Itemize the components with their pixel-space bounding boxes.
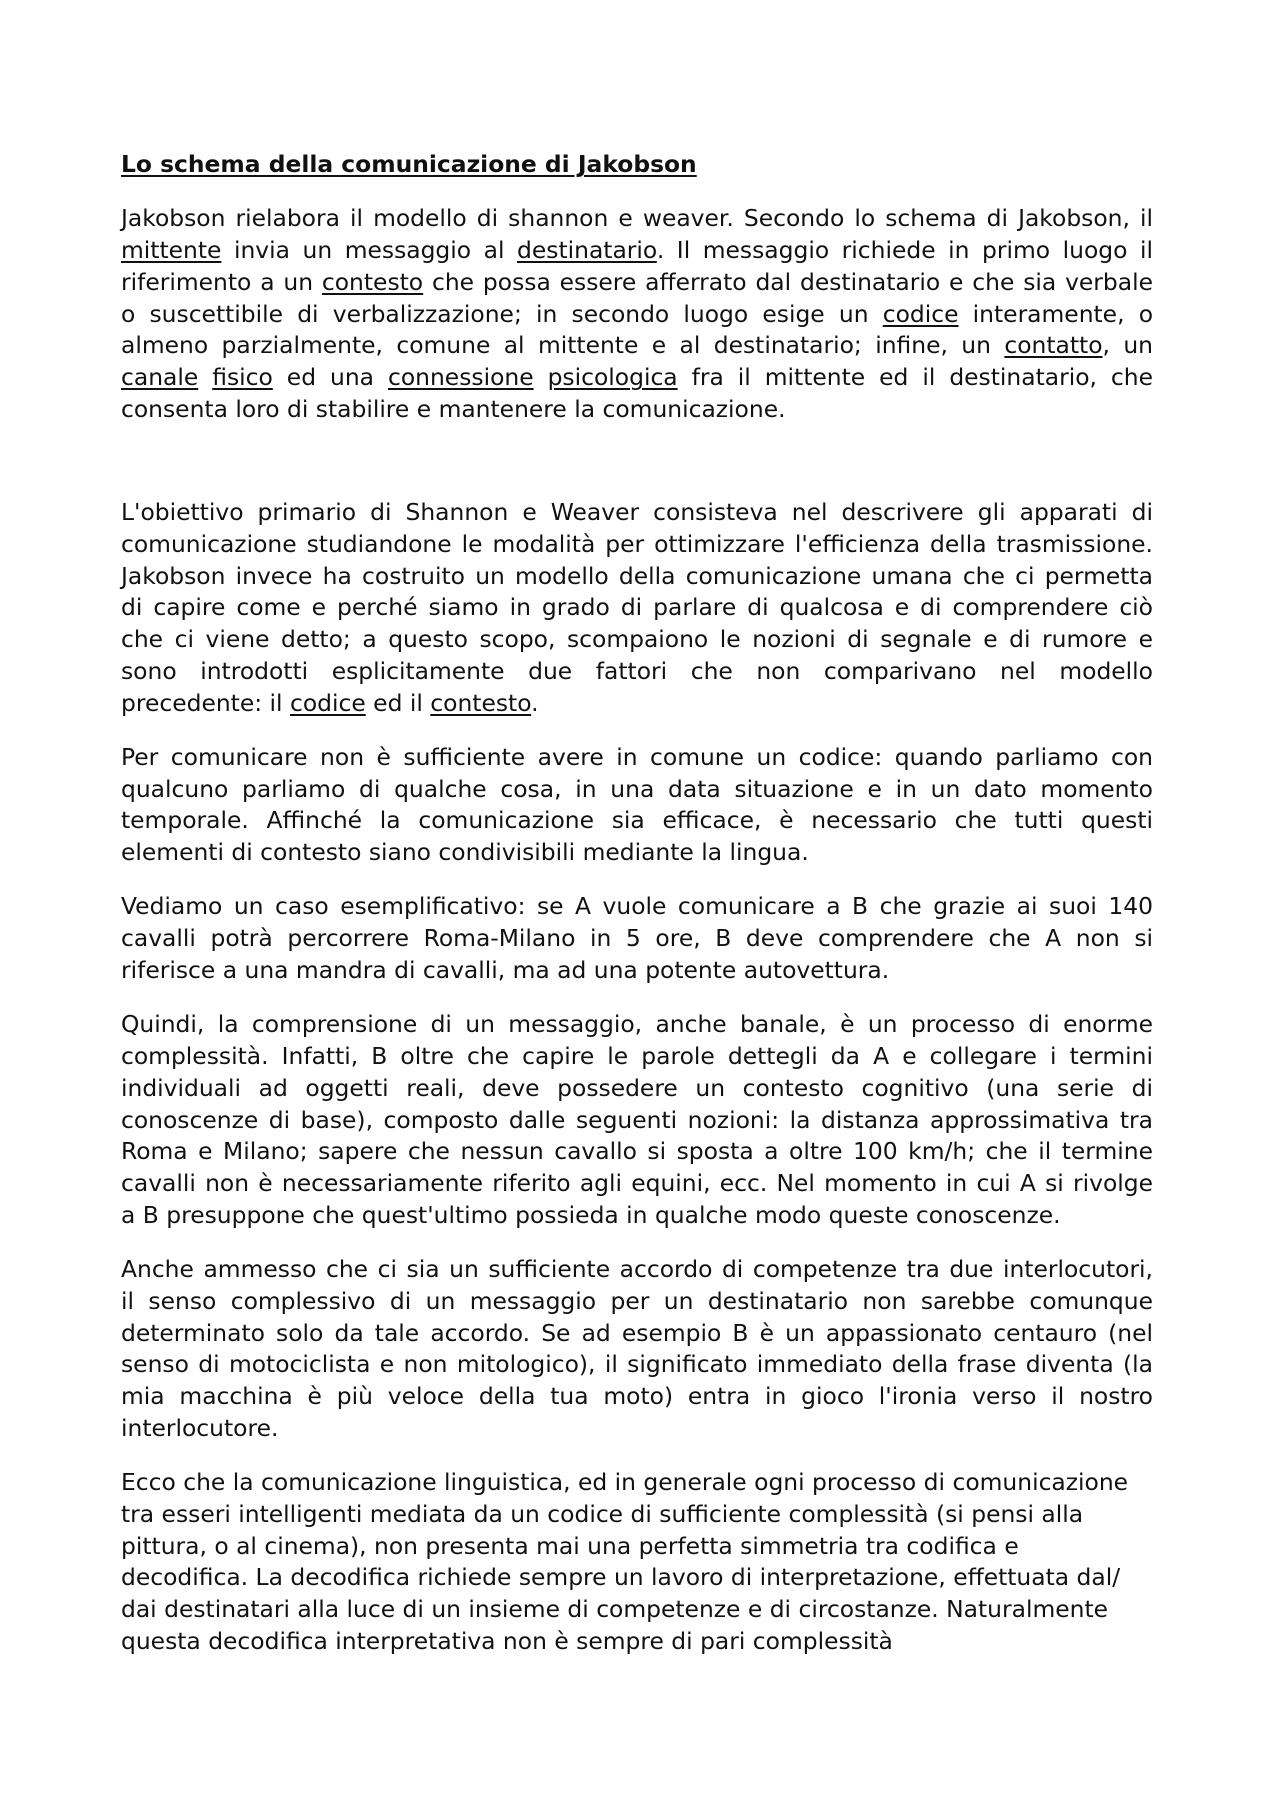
- text-line: [121, 1594, 1153, 1626]
- text-run: Anche ammesso che ci sia un sufficiente accordo di competenze tra due interlocutori,: [121, 1255, 1153, 1284]
- paragraph: [121, 742, 1153, 869]
- text-line: [121, 561, 1153, 593]
- text-run: individuali ad oggetti reali, deve possedere un contesto cognitivo (una serie di: [121, 1073, 1153, 1102]
- text-line: [121, 1413, 1153, 1445]
- text-run: .: [531, 688, 539, 717]
- text-line: [121, 203, 1153, 235]
- paragraph: [121, 1467, 1153, 1658]
- underlined-term: contesto: [430, 688, 532, 717]
- text-run: interlocutore.: [121, 1413, 279, 1442]
- text-line: [121, 805, 1153, 837]
- text-line: [121, 1626, 1153, 1658]
- text-line: [121, 1562, 1153, 1594]
- underlined-term: mittente: [121, 236, 222, 265]
- text-run: cavalli potrà percorrere Roma-Milano in 5 ore, B deve comprendere che A non si: [121, 924, 1153, 953]
- text-run: tra esseri intelligenti mediata da un codice di sufficiente complessità (si pensi alla: [121, 1499, 1084, 1528]
- text-run: pittura, o al cinema), non presenta mai una perfetta simmetria tra codifica e: [121, 1531, 1019, 1560]
- text-run: Vediamo un caso esemplificativo: se A vuole comunicare a B che grazie ai suoi 140: [121, 892, 1153, 921]
- text-line: [121, 1531, 1153, 1563]
- text-line: [121, 891, 1153, 923]
- paragraph: [121, 203, 1153, 425]
- text-run: questa decodifica interpretativa non è sempre di pari complessità: [121, 1627, 893, 1656]
- text-line: [121, 1168, 1153, 1200]
- text-run: qualcuno parliamo di qualche cosa, in una data situazione e in un dato momento: [121, 774, 1153, 803]
- text-line: [121, 1073, 1153, 1105]
- paragraph: [121, 891, 1153, 986]
- text-run: che ci viene detto; a questo scopo, scompaiono le nozioni di segnale e di rumore e: [121, 625, 1153, 654]
- text-line: [121, 688, 1153, 720]
- text-run: . Il messaggio richiede in primo luogo il: [656, 236, 1153, 265]
- text-run: interamente, o: [958, 299, 1154, 328]
- document-body: [121, 203, 1153, 1658]
- text-line: [121, 235, 1153, 267]
- text-run: [198, 363, 212, 391]
- text-line: [121, 1105, 1153, 1137]
- text-run: temporale. Affinché la comunicazione sia efficace, è necessario che tutti questi: [121, 806, 1153, 835]
- text-run: riferimento a un: [121, 267, 322, 296]
- underlined-term: canale: [121, 363, 199, 392]
- paragraph: [121, 1009, 1153, 1231]
- text-line: [121, 624, 1153, 656]
- paragraph: [121, 497, 1153, 719]
- underlined-term: codice: [289, 688, 366, 717]
- text-line: [121, 299, 1153, 331]
- text-run: o suscettibile di verbalizzazione; in secondo luogo esige un: [121, 299, 883, 328]
- text-run: Quindi, la comprensione di un messaggio, anche banale, è un processo di enorme: [121, 1010, 1153, 1039]
- text-run: elementi di contesto siano condivisibili mediante la lingua.: [121, 838, 809, 867]
- text-run: determinato solo da tale accordo. Se ad esempio B è un appassionato centauro (nel: [121, 1318, 1153, 1347]
- text-line: [121, 529, 1153, 561]
- text-line: [121, 1286, 1153, 1318]
- underlined-term: psicologica: [547, 363, 678, 392]
- text-line: [121, 742, 1153, 774]
- text-line: [121, 774, 1153, 806]
- underlined-term: fisico: [212, 363, 273, 392]
- text-line: [121, 1381, 1153, 1413]
- text-run: complessità. Infatti, B oltre che capire le parole dettegli da A e collegare i termini: [121, 1042, 1153, 1070]
- text-run: invia un messaggio al: [221, 236, 518, 265]
- text-line: [121, 330, 1153, 362]
- text-run: [534, 363, 548, 391]
- text-run: conoscenze di base), composto dalle seguenti nozioni: la distanza approssimativa tra: [121, 1105, 1153, 1134]
- text-line: [121, 394, 1153, 426]
- text-run: di capire come e perché siamo in grado di parlare di qualcosa e di comprendere ciò: [121, 593, 1153, 622]
- text-line: [121, 1041, 1153, 1073]
- text-run: decodifica. La decodifica richiede sempre un lavoro di interpretazione, effettuata dal/: [121, 1563, 1121, 1592]
- text-run: Roma e Milano; sapere che nessun cavallo si sposta a oltre 100 km/h; che il termine: [121, 1137, 1153, 1166]
- text-line: [121, 267, 1153, 299]
- text-line: [121, 1136, 1153, 1168]
- text-run: , un: [1102, 331, 1153, 360]
- underlined-term: destinatario: [517, 236, 657, 265]
- text-run: consenta loro di stabilire e mantenere la comunicazione.: [121, 394, 786, 423]
- document-title: Lo schema della comunicazione di Jakobson: [121, 150, 697, 178]
- text-run: ed una: [272, 363, 388, 392]
- text-run: riferisce a una mandra di cavalli, ma ad una potente autovettura.: [121, 955, 890, 984]
- text-run: cavalli non è necessariamente riferito agli equini, ecc. Nel momento in cui A si rivolge: [121, 1169, 1153, 1198]
- text-line: [121, 1467, 1153, 1499]
- text-run: fra il mittente ed il destinatario, che: [677, 363, 1153, 392]
- text-run: il senso complessivo di un messaggio per un destinatario non sarebbe comunque: [121, 1286, 1153, 1315]
- text-line: [121, 362, 1153, 394]
- text-run: che possa essere afferrato dal destinatario e che sia verbale: [423, 267, 1153, 296]
- text-run: Ecco che la comunicazione linguistica, ed in generale ogni processo di comunicazione: [121, 1468, 1129, 1497]
- text-run: Jakobson invece ha costruito un modello della comunicazione umana che ci permetta: [121, 561, 1153, 590]
- text-run: Per comunicare non è sufficiente avere in comune un codice: quando parliamo con: [121, 742, 1153, 771]
- underlined-term: contesto: [321, 267, 424, 296]
- text-line: [121, 955, 1153, 987]
- underlined-term: codice: [882, 299, 959, 328]
- text-line: [121, 497, 1153, 529]
- text-run: sono introdotti esplicitamente due fattori che non comparivano nel modello: [121, 656, 1153, 685]
- text-line: [121, 1349, 1153, 1381]
- text-line: [121, 1009, 1153, 1041]
- text-run: comunicazione studiandone le modalità per ottimizzare l'efficienza della trasmissione.: [121, 529, 1153, 558]
- text-line: [121, 1499, 1153, 1531]
- text-line: [121, 592, 1153, 624]
- text-run: precedente: il: [121, 688, 290, 717]
- document-content: [121, 149, 1153, 1680]
- text-line: [121, 656, 1153, 688]
- text-line: [121, 923, 1153, 955]
- text-line: [121, 1200, 1153, 1232]
- text-run: dai destinatari alla luce di un insieme di competenze e di circostanze. Naturalmente: [121, 1595, 1109, 1624]
- text-run: Jakobson rielabora il modello di shannon e weaver. Secondo lo schema di Jakobson, il: [121, 204, 1153, 233]
- text-run: ed il: [365, 688, 431, 717]
- text-line: [121, 1254, 1153, 1286]
- text-run: mia macchina è più veloce della tua moto) entra in gioco l'ironia verso il nostro: [121, 1382, 1153, 1411]
- text-run: almeno parzialmente, comune al mittente e al destinatario; infine, un: [121, 331, 1005, 360]
- text-run: senso di motociclista e non mitologico), il significato immediato della frase diventa (la: [121, 1350, 1153, 1379]
- text-line: [121, 1318, 1153, 1350]
- underlined-term: connessione: [387, 363, 534, 392]
- text-run: L'obiettivo primario di Shannon e Weaver consisteva nel descrivere gli apparati di: [121, 498, 1153, 527]
- underlined-term: contatto: [1004, 331, 1103, 360]
- text-run: a B presuppone che quest'ultimo possieda in qualche modo queste conoscenze.: [121, 1200, 1061, 1229]
- paragraph: [121, 1254, 1153, 1445]
- text-line: [121, 837, 1153, 869]
